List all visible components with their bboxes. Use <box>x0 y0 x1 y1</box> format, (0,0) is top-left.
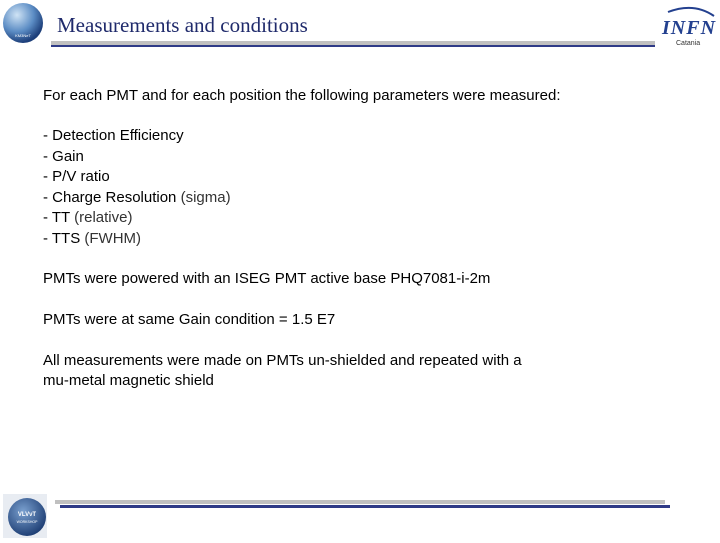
parameter-item: - Charge Resolution (sigma) <box>43 188 231 206</box>
km3net-logo-text: KM3NeT <box>15 33 31 38</box>
intro-text: For each PMT and for each position the following parameters were measured: <box>43 87 561 104</box>
footer-rule-blue <box>60 505 670 508</box>
shield-text-line1: All measurements were made on PMTs un-shielded and repeated with a <box>43 352 522 369</box>
parameter-item: - Gain <box>43 147 84 165</box>
parameter-item: - TTS (FWHM) <box>43 229 142 247</box>
infn-logo-subtext: Catania <box>676 40 701 47</box>
parameter-item: - P/V ratio <box>43 168 110 185</box>
vlvnt-logo <box>3 494 47 538</box>
infn-logo-text: INFN <box>662 17 717 39</box>
header-rule-blue <box>51 45 655 47</box>
infn-logo <box>660 6 716 50</box>
shield-text-line2: mu-metal magnetic shield <box>43 372 214 389</box>
parameter-item: - Detection Efficiency <box>43 127 184 144</box>
parameter-item: - TT (relative) <box>43 209 133 226</box>
km3net-logo <box>2 2 44 44</box>
vlvnt-logo-subtext: WORKSHOP <box>16 520 38 524</box>
footer-rule-gray <box>55 500 665 504</box>
page-title: Measurements and conditions <box>57 13 308 37</box>
gain-text: PMTs were at same Gain condition = 1.5 E7 <box>43 311 336 328</box>
vlvnt-logo-text: VLVνT <box>17 512 37 518</box>
powered-text: PMTs were powered with an ISEG PMT active base PHQ7081-i-2m <box>43 270 491 287</box>
parameter-list <box>43 126 231 249</box>
